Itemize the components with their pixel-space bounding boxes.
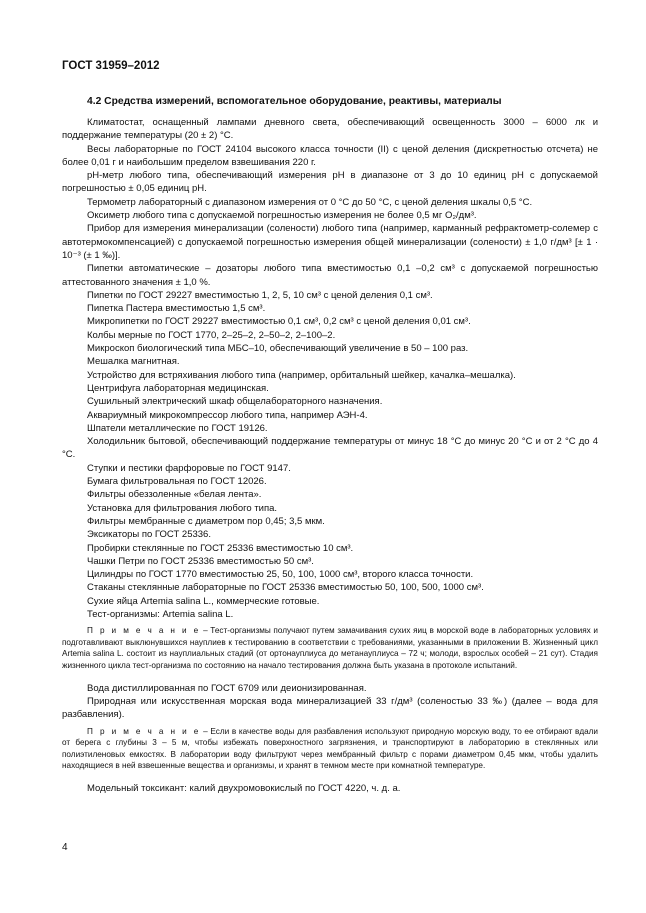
note-label: П р и м е ч а н и е	[87, 626, 201, 636]
list-item: Пипетки автоматические – дозаторы любого типа вместимостью 0,1 –0,2 см³ с допускаемой погрешностью аттестованного значения ± 1,0 %.	[62, 263, 598, 288]
list-item: Тест-организмы: Artemia salina L.	[87, 608, 234, 620]
note-label: П р и м е ч а н и е	[87, 726, 201, 736]
toxicant-list	[62, 782, 598, 795]
water-list	[62, 682, 598, 722]
list-item: Модельный токсикант: калий двухромовокислый по ГОСТ 4220, ч. д. а.	[87, 782, 401, 794]
page-number: 4	[62, 842, 68, 853]
list-item: Пипетка Пастера вместимостью 1,5 см³.	[87, 303, 266, 315]
list-item: Цилиндры по ГОСТ 1770 вместимостью 25, 50, 100, 1000 см³, второго класса точности.	[87, 569, 474, 581]
list-item: Природная или искусственная морская вода минерализацией 33 г/дм³ (соленостью 33 ‰) (далее – вода для разбавления).	[62, 695, 598, 721]
note-dilution-water	[62, 726, 598, 772]
list-item: Сухие яйца Artemia salina L., коммерческие готовые.	[87, 595, 320, 607]
list-item: Климатостат, оснащенный лампами дневного света, обеспечивающий освещенность 3000 – 6000 лк и поддержание температуры (20 ± 2) °С.	[62, 117, 598, 142]
list-item: Установка для фильтрования любого типа.	[87, 502, 278, 514]
list-item: Сушильный электрический шкаф общелабораторного назначения.	[87, 396, 383, 408]
list-item: Устройство для встряхивания любого типа (например, орбитальный шейкер, качалка–мешалка).	[87, 369, 516, 381]
list-item: Пипетки по ГОСТ 29227 вместимостью 1, 2, 5, 10 см³ с ценой деления 0,1 см³.	[87, 289, 433, 301]
note-text: – Если в качестве воды для разбавления используют природную морскую воду, то ее отбирают вдали от берега с глубины 3 – 5 м, чтобы избежать поверхностного загрязнения, и транспортируют в лабораторию в стеклянных или полиэтиленовых емкостях. В лаборатории воду фильтруют через мембранный фильтр с порами диаметром 0,45 мкм, чтобы удалить находящиеся в ней взвешенные вещества и организмы, и хранят в темном месте при комнатной температуре.	[62, 726, 598, 771]
list-item: Прибор для измерения минерализации (солености) любого типа (например, карманный рефрактометр-солемер с автотермокомпенсацией) с допускаемой погрешностью измерения общей минерализации (солености) ± 1,0 г/дм³ [± 1 · 10⁻³ (± 1 ‰)].	[62, 223, 598, 261]
list-item: Мешалка магнитная.	[87, 356, 180, 368]
list-item: Микроскоп биологический типа МБС–10, обеспечивающий увеличение в 50 – 100 раз.	[87, 343, 469, 355]
list-item: Холодильник бытовой, обеспечивающий поддержание температуры от минус 18 °С до минус 20 °С и от 2 °С до 4 °С.	[62, 436, 598, 461]
list-item: pH-метр любого типа, обеспечивающий измерения pH в диапазоне от 3 до 10 единиц pH с допускаемой погрешностью ± 0,05 единиц pH.	[62, 170, 598, 195]
list-item: Колбы мерные по ГОСТ 1770, 2–25–2, 2–50–2, 2–100–2.	[87, 329, 336, 341]
note-text: – Тест-организмы получают путем замачивания сухих яиц в морской воде в лабораторных условиях и подготавливают выклюнувшихся науплиев к тестированию в соответствии с требованиями, указанными в приложении В. Жизненный цикл Artemia salina L. состоит из науплиальных стадий (от ортонауплиуса до метанауплиуса – 72 ч; молоди, взрослых особей – 21 сут). Стадия жизненного цикла тест-организма по состоянию на начало тестирования должна быть указана в протоколе испытаний.	[62, 626, 599, 671]
list-item: Эксикаторы по ГОСТ 25336.	[87, 529, 211, 541]
list-item: Микропипетки по ГОСТ 29227 вместимостью 0,1 см³, 0,2 см³ с ценой деления 0,01 см³.	[87, 316, 471, 328]
list-item: Центрифуга лабораторная медицинская.	[87, 382, 269, 394]
page-content	[62, 95, 598, 795]
list-item: Пробирки стеклянные по ГОСТ 25336 вместимостью 10 см³.	[87, 542, 354, 554]
section-title: 4.2 Средства измерений, вспомогательное оборудование, реактивы, материалы	[87, 96, 502, 107]
note-test-organisms	[62, 625, 598, 671]
list-item: Шпатели металлические по ГОСТ 19126.	[87, 422, 268, 434]
equipment-list	[62, 116, 598, 621]
list-item: Термометр лабораторный с диапазоном измерения от 0 °С до 50 °С, с ценой деления шкалы 0,5 °С.	[87, 196, 533, 208]
list-item: Фильтры мембранные с диаметром пор 0,45; 3,5 мкм.	[87, 515, 325, 527]
document-code: ГОСТ 31959–2012	[62, 60, 160, 72]
list-item: Бумага фильтровальная по ГОСТ 12026.	[87, 476, 267, 488]
list-item: Фильтры обеззоленные «белая лента».	[87, 489, 262, 501]
list-item: Аквариумный микрокомпрессор любого типа, например АЭН-4.	[87, 409, 368, 421]
list-item: Весы лабораторные по ГОСТ 24104 высокого класса точности (II) с ценой деления (дискретностью отсчета) не более 0,01 г и наибольшим пределом взвешивания 220 г.	[62, 143, 598, 168]
list-item: Стаканы стеклянные лабораторные по ГОСТ 25336 вместимостью 50, 100, 500, 1000 см³.	[87, 582, 484, 594]
list-item: Ступки и пестики фарфоровые по ГОСТ 9147.	[87, 462, 291, 474]
list-item: Вода дистиллированная по ГОСТ 6709 или деионизированная.	[87, 682, 367, 694]
list-item: Оксиметр любого типа с допускаемой погрешностью измерения не более 0,5 мг O₂/дм³.	[87, 210, 477, 222]
list-item: Чашки Петри по ГОСТ 25336 вместимостью 50 см³.	[87, 555, 314, 567]
